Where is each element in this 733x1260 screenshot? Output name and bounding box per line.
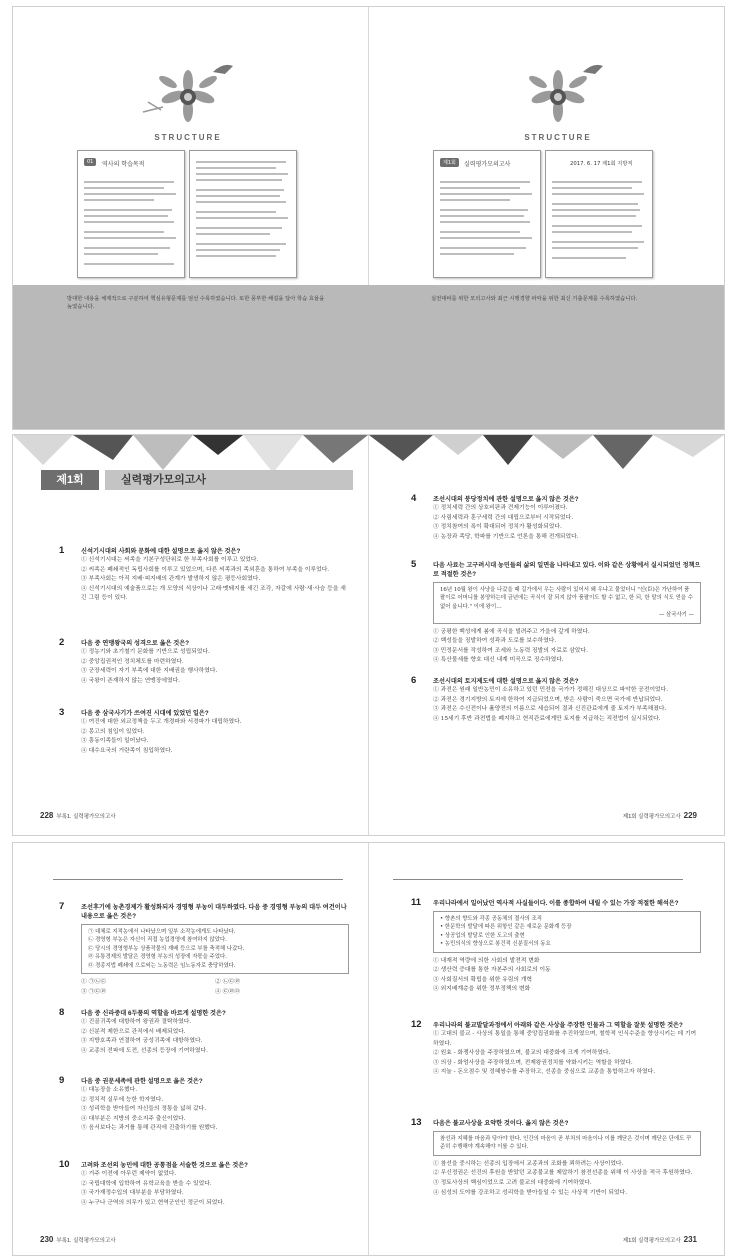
answer-option: ① 고대의 불교 - 사상의 통일을 통해 중앙집권화를 추진하였으며, 철학적 인식수준을 향상시키는 데 기여하였다.	[433, 1031, 697, 1047]
caption-right: 실전대비를 위한 모의고사와 최근 시행경향 파악을 위한 최신 기출문제를 수록하였습니다.	[431, 296, 638, 302]
structure-heading-left: STRUCTURE	[154, 133, 222, 142]
round-badge: 제1회	[41, 470, 99, 490]
question-13	[411, 1119, 701, 1198]
question-stem: 신석기시대의 사회와 문화에 대한 설명으로 옳지 않은 것은?	[81, 548, 241, 555]
answer-option: ③ 부족사회는 아직 지배·피지배의 관계가 발생하지 않은 평등사회였다.	[81, 576, 261, 583]
exam-spread-pages-230-231	[12, 842, 725, 1256]
question-stem: 다음은 불교사상을 요약한 것이다. 옳지 않은 것은?	[433, 1120, 569, 1127]
question-stem: 다음 사료는 고구려시대 농민들의 삶의 일면을 나타내고 있다. 이와 같은 상황에서 실시되었던 정책으로 적절한 것은?	[433, 562, 701, 578]
answer-option: ① 정치세력 간의 상호비판과 견제기능이 이루어졌다.	[433, 505, 568, 511]
answer-option: ① 내재적 역량에 의한 사회의 발전적 변화	[433, 957, 540, 964]
question-8	[59, 1009, 349, 1056]
question-body	[81, 1077, 349, 1134]
answer-options	[81, 978, 349, 997]
answer-option: ③ 흥동이족들이 일어났다.	[81, 738, 149, 745]
answer-option: ③ 군장세력이 자기 부족에 대한 지배권을 행사하였다.	[81, 668, 218, 675]
passage-box	[433, 582, 701, 624]
answer-option: ② 몽고의 침입이 있었다.	[81, 728, 145, 735]
statement-item: • 한문학의 발달에 따른 위항인 같은 새로운 문화계 등장	[440, 924, 572, 931]
statement-item: • 상공업의 발달로 인한 도고의 출현	[440, 932, 525, 939]
answer-option: ③ 의상 - 화엄사상을 주장하였으며, 전제왕권정치를 약화시키는 역할을 하였다.	[433, 1059, 633, 1066]
page-footer-right: 제1회 실력평가모의고사 231	[622, 1235, 697, 1244]
answer-option: ② 과전은 경기지방의 토지에 한하여 지급되었으며, 받은 사람이 죽으면 국가에 반납되었다.	[433, 696, 663, 703]
answer-options	[81, 718, 349, 756]
answer-options	[81, 1018, 349, 1056]
passage-text: 16년 10월 왕이 사냥을 나갔을 때 길가에서 우는 사람이 있어서 왜 우냐고 물었더니 "신(臣)은 가난하여 품팔이로 어머니를 봉양하는데 금년에는 곡식이 잘 되지 않아 품팔이도 할 수 없고, 한 되, 한 말의 식도 얻을 수 없어 웁니다." 이에 왕이…	[440, 587, 693, 610]
round-banner	[13, 470, 353, 490]
answer-option: ① ㉠㉡㉢	[81, 979, 107, 986]
question-body	[81, 709, 349, 756]
page-footer-right: 제1회 실력평가모의고사 229	[622, 811, 697, 820]
answer-option: ④ 심성의 도야를 강조하고 성리학을 받아들일 수 있는 사상적 기반이 되었다.	[433, 1189, 628, 1196]
question-body	[433, 677, 701, 724]
page-footer-left: 228 부록1. 실력평가모의고사	[40, 811, 116, 820]
question-number: 1	[59, 545, 65, 556]
question-number: 8	[59, 1007, 65, 1018]
question-12	[411, 1021, 701, 1078]
question-stem: 조선시대의 붕당정치에 관한 설명으로 옳지 않은 것은?	[433, 496, 579, 503]
question-stem: 고려와 조선의 농민에 대한 공통점을 서술한 것으로 옳은 것은?	[81, 1162, 248, 1169]
passage-box	[433, 1131, 701, 1156]
answer-options	[81, 1086, 349, 1134]
answer-options	[433, 686, 701, 724]
question-5	[411, 561, 701, 666]
answer-option: ② 중앙집권적인 정치체도를 마련하였다.	[81, 658, 184, 665]
question-number: 2	[59, 637, 65, 648]
answer-option: ④ 대부분은 지방의 중소지주 출신이었다.	[81, 1115, 186, 1122]
statement-item: ㉡ 경영형 부농은 자신이 직접 농업경영에 참여하지 않았다.	[88, 937, 227, 944]
sample-page-thumb-right-2	[545, 150, 653, 278]
answer-option: ③ 과전은 수신전이나 휼양전의 이름으로 세습되어 결과 신진관료에게 줄 토지가 부족해졌다.	[433, 706, 667, 713]
caption-left: 방대한 내용을 체계적으로 구분하여 핵심유형문제를 엄선 수록하였습니다. 또한 풍부한 해설을 달아 학습 효율을 높였습니다.	[67, 296, 325, 310]
question-number: 7	[59, 901, 65, 912]
answer-option: ② 신분적 제한으로 관직에서 배제되었다.	[81, 1028, 186, 1035]
question-stem: 우리나라에서 일어났던 역사적 사실들이다. 이를 종합하여 내릴 수 있는 가장 적절한 해석은?	[433, 900, 679, 907]
question-number: 4	[411, 493, 417, 504]
structure-spread	[12, 6, 725, 430]
question-4	[411, 495, 701, 542]
thumb-exam-title: 2017. 6. 17 제1회 지방직	[570, 161, 633, 167]
question-body	[81, 639, 349, 686]
page-number: 231	[683, 1235, 697, 1244]
page-number: 230	[40, 1235, 54, 1244]
question-number: 5	[411, 559, 417, 570]
page-fold	[368, 435, 369, 835]
question-number: 13	[411, 1117, 422, 1128]
question-7	[59, 903, 349, 997]
question-2	[59, 639, 349, 686]
question-number: 11	[411, 897, 422, 908]
statement-item: ㉠ 대체로 지적농에서 나타났으며 일부 소작농에게도 나타났다.	[88, 929, 236, 935]
question-body	[433, 561, 701, 666]
question-6	[411, 677, 701, 724]
question-body	[81, 547, 349, 604]
statement-item: ㉢ 당시의 경영형부농 상품작물의 재배 등으로 부를 축적해 나갔다.	[88, 945, 245, 952]
answer-option: ① 정농기와 초기철기 문화를 기반으로 성립되었다.	[81, 649, 210, 655]
statement-item: ㉣ 유통경제의 발달은 경영형 부농의 성장에 자몫을 주었다.	[88, 954, 227, 961]
statement-item: • 농민의식의 향상으로 봉건적 신분질서의 동요	[440, 941, 551, 948]
question-11	[411, 899, 701, 995]
answer-options	[433, 504, 701, 542]
answer-option: ① 궁평한 백성에게 봄에 곡식을 빌려주고 가을에 갚게 하였다.	[433, 628, 590, 635]
question-body	[81, 1009, 349, 1056]
thumb-title: 역사의 학습목적	[102, 161, 145, 168]
sample-page-thumb-left-2	[189, 150, 297, 278]
question-stem: 다음 중 신라중대 6두품의 역할을 바르게 설명한 것은?	[81, 1010, 226, 1017]
page-fold	[368, 843, 369, 1255]
answer-option: ③ 지방호족과 연결하여 궁성귀족에 대항하였다.	[81, 1038, 203, 1045]
exam-spread-pages-228-229	[12, 434, 725, 836]
question-3	[59, 709, 349, 756]
question-stem: 조선후기에 농촌경제가 활성화되자 경영형 부농이 대두하였다. 다음 중 경영형 부농의 대두 여건이나 내용으로 옳은 것은?	[81, 904, 347, 920]
answer-option: ② 정치적 실무에 능한 학자였다.	[81, 1096, 164, 1103]
answer-option: ① 과전은 원래 일반농민이 소유하고 있던 민전을 국가가 정해진 대상으로 파악한 공전이었다.	[433, 687, 669, 693]
thumb-chapter-badge: 01	[84, 158, 96, 166]
sample-page-thumb-left-1	[77, 150, 185, 278]
answer-option: ③ 성리학을 받아들여 자신들의 정통을 넓혀 갔다.	[81, 1106, 207, 1113]
answer-option: ① 대농장을 소유했다.	[81, 1087, 138, 1093]
answer-options	[433, 1030, 701, 1078]
statement-item: • 향촌의 향도와 각종 공동체의 결사의 조직	[440, 916, 542, 922]
question-number: 9	[59, 1075, 65, 1086]
answer-option: ③ ㉠㉢㉣	[81, 988, 107, 995]
question-number: 12	[411, 1019, 422, 1030]
flower-illustration-left	[133, 52, 243, 127]
answer-option: ③ 정토사상의 핵심이었으로 고려 불교의 대중화에 기여하였다.	[433, 1180, 592, 1186]
answer-option: ① 참선을 중시하는 선종의 입장에서 교종과의 조화를 꾀하려는 사상이었다.	[433, 1160, 624, 1167]
answer-option: ② 사림세력과 훈구세력 간의 대립으로부터 시작되었다.	[433, 514, 574, 521]
answer-option: ① 진골귀족에 대항하여 왕권과 결탁하였다.	[81, 1019, 192, 1025]
flower-illustration-right	[503, 52, 613, 127]
answer-options	[81, 648, 349, 686]
answer-option: ③ 정치참여의 폭이 확대되어 정치가 활성화되었다.	[433, 524, 562, 531]
question-body	[433, 1021, 701, 1078]
answer-options	[81, 556, 349, 604]
page-number: 229	[683, 811, 697, 820]
answer-option: ② 씨족은 폐쇄적인 독립사회를 이루고 있었으며, 다른 씨족과의 족외혼을 통하여 부족을 이루었다.	[81, 566, 330, 573]
question-body	[433, 495, 701, 542]
page-top-rule-left	[53, 879, 343, 880]
question-stem: 우리나라의 불교발달과정에서 아래와 같은 사상을 주장한 인물과 그 역할을 잘못 설명한 것은?	[433, 1022, 683, 1029]
passage-source: — 삼국사기 —	[658, 612, 694, 619]
answer-options	[433, 957, 701, 995]
answer-option: ③ 국가재정수입의 대부분을 부담하였다.	[81, 1190, 184, 1197]
answer-option: ③ 사회질서의 확립을 위한 유림의 개혁	[433, 976, 533, 983]
answer-option: ② ㉡㉢㉣	[215, 979, 241, 986]
statement-box	[433, 911, 701, 953]
geometric-header-pattern	[13, 435, 724, 475]
statement-item: ㉤ 경종지법 폐쇄에 으로써는 노동력은 임노동자로 충당하였다.	[88, 962, 236, 969]
question-10	[59, 1161, 349, 1208]
question-number: 10	[59, 1159, 70, 1170]
answer-option: ① 거주 이전에 아무런 제약이 없었다.	[81, 1171, 177, 1177]
banner-title: 실력평가모의고사	[105, 470, 353, 490]
thumb-title: 실력평가모의고사	[464, 161, 511, 168]
answer-option: ② 무신정권은 선진의 후원을 받았던 교종불교를 제압하기 참전선종을 위해 이 사상을 적극 후원하였다.	[433, 1170, 693, 1177]
page-footer-left: 230 부록1. 실력평가모의고사	[40, 1235, 116, 1244]
answer-option: ④ 누구나 군역의 의무가 있고 현역군인인 정군이 되었다.	[81, 1199, 225, 1206]
question-stem: 조선시대의 토지제도에 대한 설명으로 옳지 않은 것은?	[433, 678, 579, 685]
answer-option: ④ 신석기시대의 예술품으로는 개 모양의 석상이나 고래·멧돼지를 새긴 조각, 자갈에 사람·새·사슴 등을 새긴 그림 등이 있다.	[81, 585, 346, 602]
answer-option: ④ 교종의 전파에 도전, 선종의 등장에 기여하였다.	[81, 1047, 208, 1054]
answer-option: ④ 외지배계층을 위한 정부정책의 변화	[433, 986, 531, 993]
question-1	[59, 547, 349, 604]
answer-option: ③ 민정문서를 작성하여 조세와 노동력 징발의 자료로 삼았다.	[433, 647, 588, 654]
question-stem: 다음 중 삼국사기가 쓰여진 시대에 있었던 일은?	[81, 710, 209, 717]
page-number: 228	[40, 811, 54, 820]
structure-heading-right: STRUCTURE	[524, 133, 592, 142]
answer-option: ② 생산력 증대를 통한 자본주의 사회로의 이동	[433, 967, 551, 974]
question-number: 6	[411, 675, 417, 686]
answer-option: ① 신석기시대는 씨족을 기본구성단위로 한 부족사회를 이루고 있었다.	[81, 557, 259, 563]
answer-option: ④ 대수요국의 거란족이 침입하였다.	[81, 747, 173, 754]
answer-option: ① 여진에 대한 외교정책을 두고 개경파와 서경파가 대립하였다.	[81, 719, 242, 725]
answer-option: ⑤ 음서보다는 과거를 통해 관직에 진출하기를 원했다.	[81, 1125, 218, 1132]
answer-option: ② 백성들을 징발하여 성곽과 도로를 보수하였다.	[433, 638, 557, 645]
answer-option: ② 원효 - 화쟁사상을 주장하였으며, 불교의 대중화에 크게 기여하였다.	[433, 1050, 611, 1057]
question-number: 3	[59, 707, 65, 718]
answer-option: ④ ㉢㉣㉤	[215, 988, 241, 995]
page-top-rule-right	[393, 879, 683, 880]
passage-text: 참선과 지혜를 마음과 닦아야 한다. 인간의 마음이 곧 부처의 마음이나 이를 깨닫은 것이며 깨닫은 단에도 꾸준히 수행해야 계속해야 이룰 수 있다.	[440, 1136, 692, 1151]
question-stem: 다음 중 권문세족에 관한 설명으로 옳은 것은?	[81, 1078, 203, 1085]
answer-options	[433, 1160, 701, 1198]
answer-option: ④ 특산물세를 향호 대신 내계 미곡으로 징수하였다.	[433, 657, 564, 664]
question-stem: 다음 중 연맹왕국의 성격으로 옳은 것은?	[81, 640, 190, 647]
answer-option: ④ 15세기 후반 과전법을 폐지하고 현직관료에게만 토지를 지급하는 직전법이 실시되었다.	[433, 715, 661, 722]
question-body	[81, 903, 349, 997]
answer-options	[81, 1170, 349, 1208]
answer-option: ② 국립대학에 입학하여 유학교육을 받을 수 있었다.	[81, 1180, 212, 1187]
question-body	[81, 1161, 349, 1208]
question-9	[59, 1077, 349, 1134]
question-body	[433, 899, 701, 995]
statement-box	[81, 924, 349, 974]
sample-page-thumb-right-1	[433, 150, 541, 278]
thumb-round-badge: 제1회	[440, 158, 459, 167]
answer-option: ④ 국왕이 존재하지 않는 연맹장에였다.	[81, 677, 181, 684]
answer-option: ④ 농장과 족당, 학파를 기반으로 언론을 통해 전개되었다.	[433, 533, 579, 540]
answer-option: ④ 지눌 - 돈오점수 및 정혜쌍수를 주장하고, 선종을 중심으로 교종을 통합하고자 하였다.	[433, 1069, 656, 1076]
answer-options	[433, 628, 701, 666]
question-body	[433, 1119, 701, 1198]
